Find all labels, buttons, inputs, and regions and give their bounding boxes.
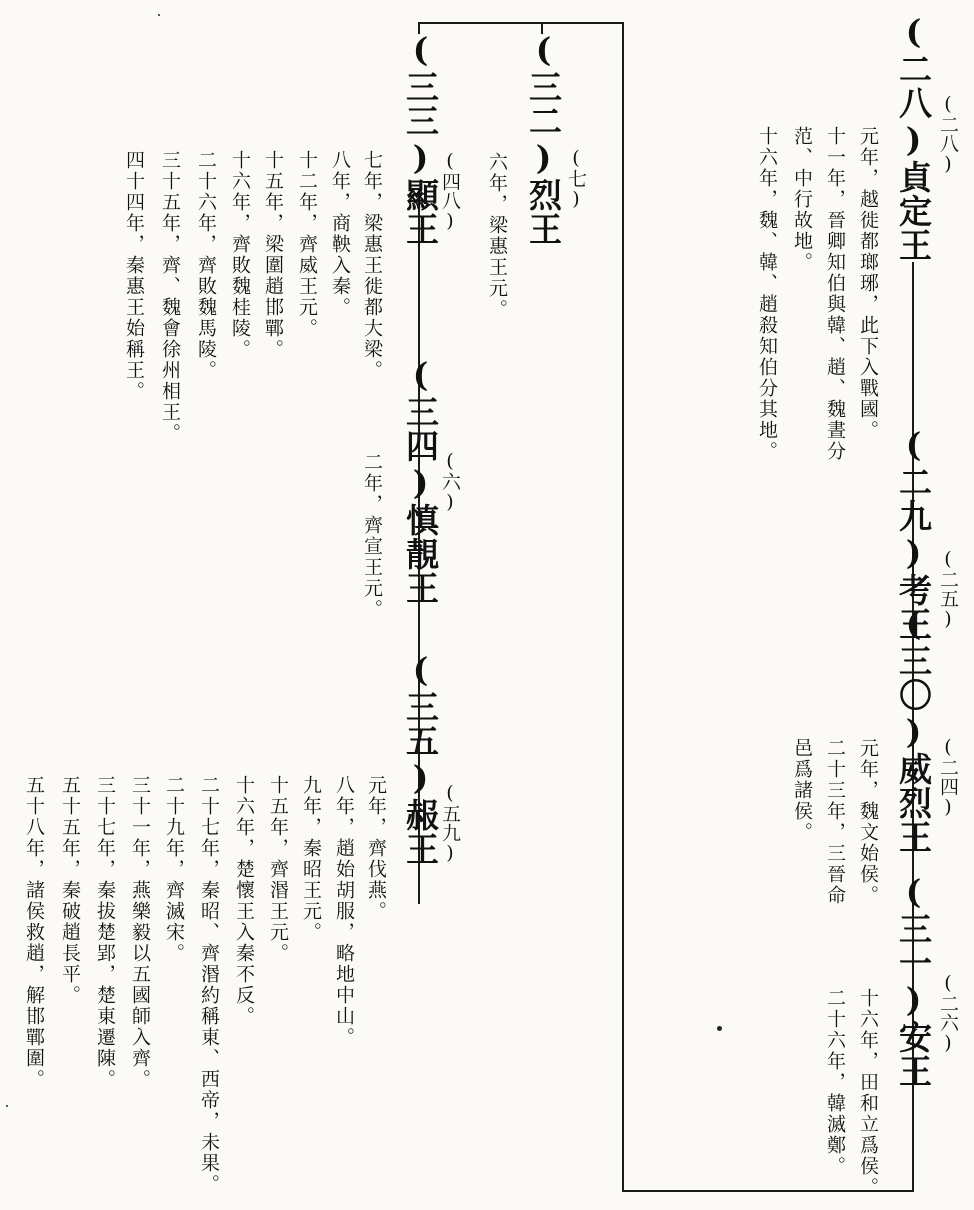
event-nan-8: 三十一年，燕樂毅以五國師入齊。 (129, 775, 151, 1090)
top-connector-line (418, 22, 624, 24)
event-xian-5: 十六年，齊敗魏桂陵。 (229, 150, 251, 360)
event-xian-2: 八年，商鞅入秦。 (329, 150, 351, 318)
event-nan-5: 十六年，楚懷王入秦不反。 (233, 775, 255, 1027)
scan-speck (6, 1105, 8, 1107)
event-nan-6: 二十七年，秦昭、齊湣約稱東、西帝，未果。 (198, 775, 220, 1195)
event-weilie-2: 二十三年，三晉命 (824, 738, 846, 906)
event-zhending-1: 元年，越徙都瑯琊，此下入戰國。 (857, 126, 879, 441)
event-nan-9: 三十七年，秦拔楚郢，楚東遷陳。 (94, 775, 116, 1090)
event-zhending-3: 范、中行故地。 (791, 126, 813, 273)
event-weilie-1: 元年，魏文始侯。 (857, 738, 879, 906)
event-xian-8: 四十四年，秦惠王始稱王。 (123, 150, 145, 402)
reign-an: (二六) (937, 972, 959, 1054)
event-nan-1: 元年，齊伐燕。 (365, 775, 387, 922)
event-an-2: 二十六年，韓滅鄭。 (824, 988, 846, 1177)
event-nan-11: 五十八年，諸侯救趙，解邯鄲圍。 (23, 775, 45, 1090)
event-weilie-3: 邑爲諸侯。 (791, 738, 813, 843)
event-nan-7: 二十九年，齊滅宋。 (163, 775, 185, 964)
event-zhending-2: 十一年，晉卿知伯與韓、趙、魏晝分 (824, 126, 846, 462)
inner-vertical-line (622, 22, 624, 1192)
king-zhending: (二八)貞定王 (894, 12, 933, 262)
event-an-1: 十六年，田和立爲侯。 (857, 988, 879, 1198)
event-xian-6: 二十六年，齊敗魏馬陵。 (195, 150, 217, 381)
event-xian-7: 三十五年，齊、魏會徐州相王。 (159, 150, 181, 444)
reign-xian: (四八) (439, 150, 461, 232)
reign-weilie: (二四) (937, 736, 959, 818)
reign-lie: (七) (565, 147, 587, 210)
scan-speck (717, 1026, 722, 1031)
reign-kao: (二五) (937, 548, 959, 630)
event-zhending-4: 十六年，魏、韓、趙殺知伯分其地。 (756, 126, 778, 462)
event-nan-3: 九年，秦昭王元。 (300, 775, 322, 943)
reign-zhending: (二八) (937, 93, 959, 175)
event-xian-1: 七年，梁惠王徙都大梁。 (361, 150, 383, 381)
king-shenjing: (三四)慎靚王 (401, 355, 440, 605)
event-xian-3: 十二年，齊威王元。 (296, 150, 318, 339)
king-weilie: (三〇)威烈王 (894, 604, 933, 854)
reign-shenjing: (六) (439, 450, 461, 513)
event-nan-2: 八年，趙始胡服，略地中山。 (333, 775, 355, 1048)
king-an: (三一)安王 (894, 872, 933, 1088)
event-shenjing-1: 二年，齊宣王元。 (361, 452, 383, 620)
king-nan: (三五)赧王 (401, 650, 440, 866)
king-kao: (二九)考王 (894, 425, 933, 641)
king-lie: (三二)烈王 (524, 30, 563, 246)
event-xian-4: 十五年，梁圍趙邯鄲。 (262, 150, 284, 360)
scan-speck (158, 14, 160, 16)
event-nan-4: 十五年，齊湣王元。 (267, 775, 289, 964)
king-xian: (三三)顯王 (401, 30, 440, 246)
event-lie-1: 六年，梁惠王元。 (486, 152, 508, 320)
reign-nan: (五九) (439, 782, 461, 864)
event-nan-10: 五十五年，秦破趙長平。 (59, 775, 81, 1006)
